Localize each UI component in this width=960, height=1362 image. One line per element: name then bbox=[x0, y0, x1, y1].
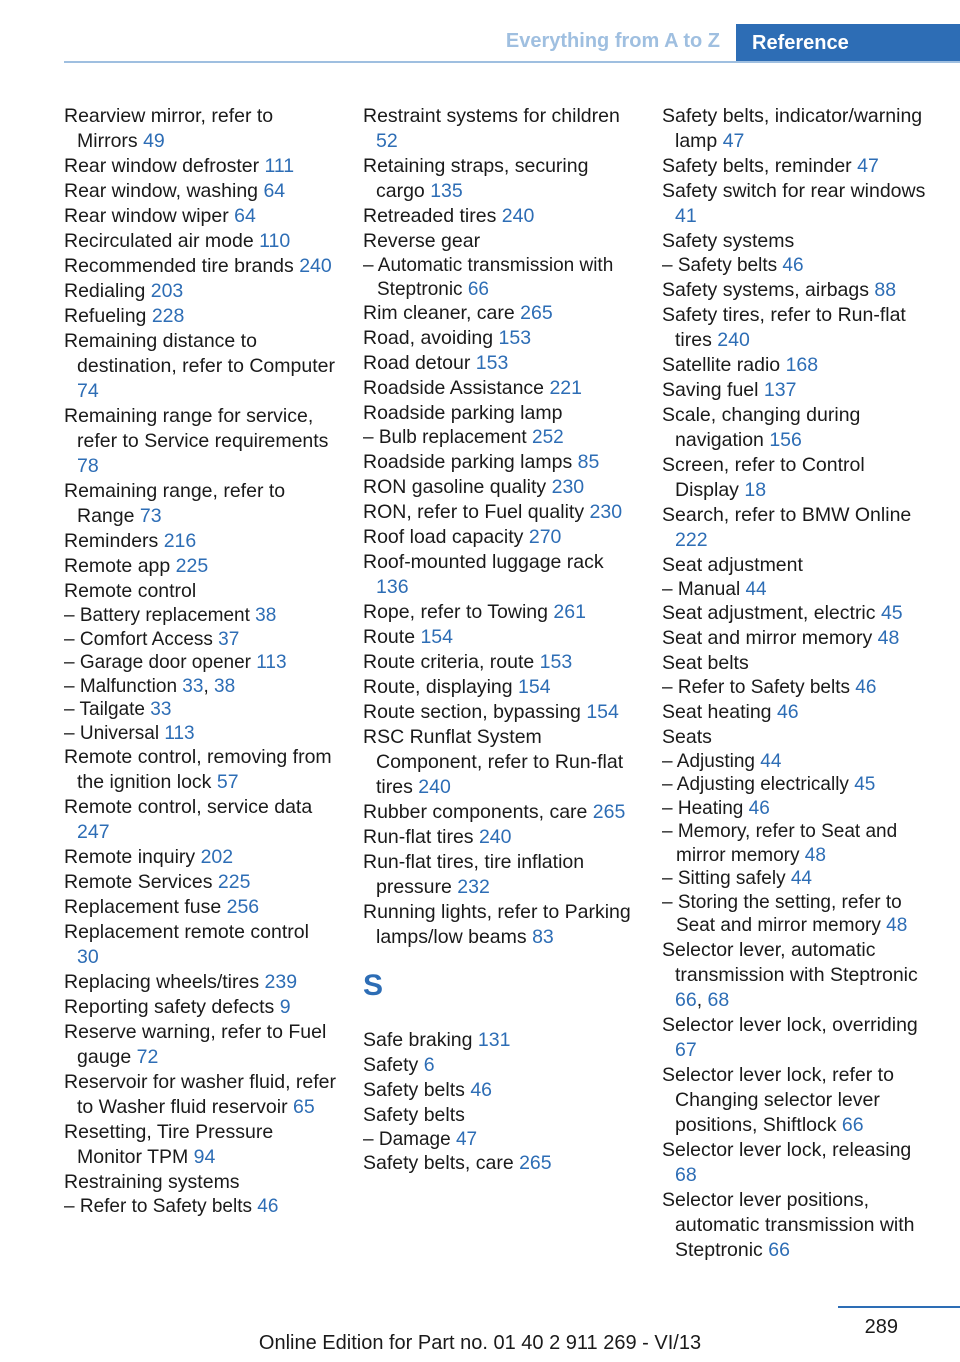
entry-term: Recommended tire brands bbox=[64, 255, 300, 277]
index-entry bbox=[662, 601, 932, 626]
entry-term: Remote Services bbox=[64, 871, 218, 893]
page-link[interactable]: 240 bbox=[418, 775, 451, 798]
page-link[interactable]: 153 bbox=[498, 327, 532, 349]
letter-heading: S bbox=[363, 968, 384, 1002]
index-entry bbox=[64, 254, 336, 279]
entry-term: – Adjusting electrically bbox=[662, 774, 855, 795]
index-subentry bbox=[662, 891, 932, 938]
page-link[interactable]: 94 bbox=[193, 1146, 216, 1168]
entry-term: Rearview mirror, refer to Mirrors bbox=[64, 105, 274, 152]
index-subentry bbox=[363, 426, 635, 450]
page-link[interactable]: 33 bbox=[150, 699, 172, 720]
entry-term: Safety bbox=[363, 1053, 424, 1076]
page-link[interactable]: 49 bbox=[143, 130, 165, 152]
entry-term: – Automatic transmission with Steptronic bbox=[363, 255, 614, 300]
page-link[interactable]: 239 bbox=[264, 971, 298, 993]
index-entry bbox=[64, 329, 336, 404]
page-link[interactable]: 68 bbox=[675, 1163, 697, 1186]
index-entry bbox=[363, 1103, 635, 1128]
entry-term: Safety belts, reminder bbox=[662, 155, 858, 177]
index-subentry bbox=[662, 676, 932, 700]
index-entry bbox=[363, 401, 635, 426]
entry-term: Safety belts bbox=[363, 1103, 465, 1126]
page-link[interactable]: 66 bbox=[841, 1113, 864, 1136]
page-link[interactable]: 265 bbox=[519, 1152, 552, 1174]
page-link[interactable]: 46 bbox=[855, 677, 877, 698]
index-entry bbox=[363, 500, 635, 525]
page-link[interactable]: 45 bbox=[854, 774, 876, 795]
index-entry bbox=[64, 179, 336, 204]
entry-term: – Heating bbox=[662, 797, 749, 819]
index-subentry bbox=[363, 254, 635, 301]
page-link[interactable]: 228 bbox=[151, 305, 185, 327]
index-entry bbox=[662, 1063, 932, 1138]
entry-term: RON gasoline quality bbox=[363, 475, 552, 498]
index-entry bbox=[662, 1188, 932, 1263]
entry-term: Reservoir for washer fluid, refer to Washer fluid reservoir bbox=[64, 1071, 337, 1118]
index-entry bbox=[363, 104, 635, 154]
page-link[interactable]: 72 bbox=[136, 1046, 159, 1068]
entry-term: Scale, changing during navigation bbox=[662, 403, 861, 451]
page-link[interactable]: 131 bbox=[477, 1028, 511, 1051]
index-entry bbox=[363, 1151, 635, 1176]
index-subentry bbox=[64, 651, 336, 675]
entry-term: Selector lever positions, automatic transmission with Steptronic bbox=[662, 1188, 915, 1261]
index-entry bbox=[662, 378, 932, 403]
index-entry bbox=[363, 700, 635, 725]
index-entry bbox=[64, 479, 336, 529]
index-entry bbox=[64, 229, 336, 254]
entry-term: Safety systems bbox=[662, 230, 795, 252]
index-entry bbox=[662, 626, 932, 651]
page-link[interactable]: 225 bbox=[217, 871, 251, 893]
entry-term: Restraint systems for children bbox=[363, 105, 620, 127]
entry-term: Run-flat tires, tire inflation pressure bbox=[363, 850, 585, 898]
index-entry bbox=[662, 353, 932, 378]
entry-term: – Universal bbox=[64, 722, 165, 744]
index-column-3 bbox=[662, 104, 932, 1263]
index-entry bbox=[363, 825, 635, 850]
entry-term: Roadside parking lamps bbox=[363, 450, 578, 473]
page-link[interactable]: 168 bbox=[785, 353, 819, 376]
entry-term: Rim cleaner, care bbox=[363, 302, 521, 324]
index-column-2 bbox=[363, 104, 635, 1176]
index-entry bbox=[662, 1013, 932, 1063]
section-label: Everything from A to Z bbox=[505, 30, 720, 52]
entry-term: Screen, refer to Control Display bbox=[662, 453, 865, 501]
index-entry bbox=[64, 1070, 336, 1120]
page-link[interactable]: 111 bbox=[264, 155, 295, 177]
page-link[interactable]: 6 bbox=[423, 1053, 435, 1076]
index-entry bbox=[662, 453, 932, 503]
entry-term: – Battery replacement bbox=[64, 605, 256, 626]
entry-term: Seats bbox=[662, 725, 712, 748]
page-link[interactable]: 265 bbox=[520, 302, 553, 324]
page-link[interactable]: 30 bbox=[77, 946, 99, 968]
index-entry bbox=[662, 154, 932, 179]
entry-term: Seat adjustment, electric bbox=[662, 602, 881, 624]
page-link[interactable]: 83 bbox=[532, 925, 554, 948]
entry-term: Seat adjustment bbox=[662, 553, 803, 576]
entry-term: Safety belts, indicator/warning lamp bbox=[662, 105, 923, 152]
page-link[interactable]: 47 bbox=[857, 155, 879, 177]
page-link[interactable]: 18 bbox=[744, 478, 767, 501]
page-link[interactable]: 256 bbox=[226, 896, 260, 918]
index-entry bbox=[363, 229, 635, 254]
index-subentry bbox=[662, 867, 932, 891]
page-link[interactable]: 9 bbox=[279, 996, 291, 1018]
page-link[interactable]: 33 bbox=[182, 675, 204, 697]
page-link[interactable]: 247 bbox=[77, 821, 110, 843]
index-entry bbox=[363, 600, 635, 625]
entry-term: – Bulb replacement bbox=[363, 427, 532, 448]
entry-term: Safety belts, care bbox=[363, 1152, 520, 1174]
entry-term: Replacement fuse bbox=[64, 896, 227, 918]
entry-term: Search, refer to BMW Online bbox=[662, 503, 912, 526]
page-link[interactable]: 153 bbox=[475, 352, 509, 374]
entry-term: Route bbox=[363, 625, 421, 648]
index-entry bbox=[662, 553, 932, 578]
index-entry bbox=[64, 279, 336, 304]
index-entry: Selector lever, automatic transmission with Steptronic 66, 68 bbox=[662, 938, 918, 1011]
page-link[interactable]: 47 bbox=[455, 1128, 478, 1150]
page-link[interactable]: 66 bbox=[768, 1238, 790, 1261]
index-entry bbox=[363, 301, 635, 326]
page-link[interactable]: 113 bbox=[164, 722, 195, 744]
entry-term: Run-flat tires bbox=[363, 825, 479, 848]
entry-term: Saving fuel bbox=[662, 378, 764, 401]
entry-term: Safety tires, refer to Run-flat tires bbox=[662, 303, 906, 351]
page-link[interactable]: 216 bbox=[163, 530, 197, 552]
page-link[interactable]: 203 bbox=[150, 280, 184, 302]
page-link[interactable]: 225 bbox=[175, 555, 209, 577]
page-link[interactable]: 64 bbox=[234, 205, 256, 227]
page-link[interactable]: 202 bbox=[200, 846, 234, 868]
entry-term: Route, displaying bbox=[363, 675, 519, 698]
entry-term: Selector lever lock, overriding bbox=[662, 1013, 918, 1036]
page-link[interactable]: 137 bbox=[763, 378, 797, 401]
index-entry bbox=[363, 800, 635, 825]
index-entry bbox=[363, 1028, 635, 1053]
index-entry bbox=[363, 450, 635, 475]
index-entry bbox=[662, 104, 932, 154]
index-entry bbox=[363, 326, 635, 351]
entry-term: Reporting safety defects bbox=[64, 996, 280, 1018]
index-entry bbox=[363, 351, 635, 376]
page-link[interactable]: 221 bbox=[549, 377, 582, 399]
index-entry bbox=[64, 554, 336, 579]
page-link[interactable]: 44 bbox=[745, 578, 767, 600]
index-entry bbox=[64, 204, 336, 229]
page-link[interactable]: 45 bbox=[880, 602, 903, 624]
index-entry bbox=[662, 278, 932, 303]
entry-term: Route criteria, route bbox=[363, 650, 540, 673]
page-link[interactable]: 154 bbox=[518, 675, 551, 698]
entry-term: Seat and mirror memory bbox=[662, 627, 878, 649]
index-entry bbox=[64, 1020, 336, 1070]
page-link[interactable]: 67 bbox=[675, 1038, 697, 1061]
entry-term: Roof-mounted luggage rack bbox=[363, 550, 604, 573]
index-entry bbox=[363, 675, 635, 700]
entry-term: Remaining range for service, refer to Service requirements bbox=[64, 405, 329, 452]
page-number: 289 bbox=[864, 1316, 898, 1338]
entry-term: – Memory, refer to Seat and mirror memory bbox=[662, 821, 898, 866]
index-entry bbox=[363, 376, 635, 401]
entry-term: – Sitting safely bbox=[662, 868, 791, 889]
entry-term: Roadside Assistance bbox=[363, 377, 550, 399]
index-entry bbox=[363, 475, 635, 500]
page-link[interactable]: 73 bbox=[139, 505, 162, 527]
page-link[interactable]: 110 bbox=[259, 230, 291, 252]
index-entry bbox=[363, 850, 635, 900]
index-subentry bbox=[64, 722, 336, 746]
entry-term: Refueling bbox=[64, 305, 152, 327]
index-subentry bbox=[662, 578, 932, 602]
entry-term: Resetting, Tire Pressure Monitor TPM bbox=[64, 1121, 274, 1168]
entry-term: Safety systems, airbags bbox=[662, 278, 875, 301]
index-subentry bbox=[662, 254, 932, 278]
chapter-tab: Reference bbox=[736, 24, 960, 62]
index-entry bbox=[64, 579, 336, 604]
index-entry bbox=[363, 650, 635, 675]
page-link[interactable]: 240 bbox=[478, 825, 512, 848]
index-subentry bbox=[662, 820, 932, 867]
index-entry bbox=[64, 1120, 336, 1170]
page-number-rule bbox=[838, 1306, 960, 1308]
index-entry bbox=[662, 229, 932, 254]
page-link[interactable]: 65 bbox=[293, 1096, 315, 1118]
index-entry bbox=[662, 503, 932, 553]
entry-term: Replacement remote control bbox=[64, 921, 309, 943]
entry-term: Retreaded tires bbox=[363, 205, 502, 227]
index-entry bbox=[64, 845, 336, 870]
entry-term: Satellite radio bbox=[662, 353, 786, 376]
page-link[interactable]: 222 bbox=[675, 528, 708, 551]
page-link[interactable]: 46 bbox=[782, 255, 804, 276]
page-link[interactable]: 270 bbox=[528, 525, 562, 548]
entry-term: Seat belts bbox=[662, 652, 749, 674]
entry-term: Rear window, washing bbox=[64, 180, 264, 202]
entry-term: Rear window defroster bbox=[64, 155, 265, 177]
entry-term: Remote app bbox=[64, 555, 176, 577]
entry-term: Reverse gear bbox=[363, 230, 481, 252]
index-entry bbox=[363, 1078, 635, 1103]
page-link[interactable]: 230 bbox=[589, 500, 623, 523]
page-link[interactable]: 47 bbox=[722, 130, 745, 152]
index-subentry bbox=[64, 604, 336, 628]
index-entry bbox=[64, 970, 336, 995]
index-entry bbox=[64, 870, 336, 895]
page-link[interactable]: 113 bbox=[256, 652, 287, 673]
index-entry bbox=[64, 745, 336, 795]
entry-term: Seat heating bbox=[662, 700, 777, 723]
entry-term: Safe braking bbox=[363, 1028, 478, 1051]
entry-term: Rear window wiper bbox=[64, 205, 235, 227]
index-entry bbox=[64, 920, 336, 970]
page-link[interactable]: 232 bbox=[457, 875, 490, 898]
entry-term: Safety switch for rear windows bbox=[662, 180, 926, 202]
index-entry bbox=[64, 104, 336, 154]
page-link[interactable]: 46 bbox=[257, 1196, 279, 1217]
entry-term: – Refer to Safety belts bbox=[64, 1196, 258, 1217]
page-link[interactable]: 240 bbox=[501, 205, 535, 227]
page-link[interactable]: 85 bbox=[577, 450, 600, 473]
page-link[interactable]: 46 bbox=[470, 1078, 493, 1101]
entry-term: Remote control bbox=[64, 580, 197, 602]
index-subentry bbox=[64, 628, 336, 652]
page-link[interactable]: 74 bbox=[77, 380, 99, 402]
page-link[interactable]: 37 bbox=[218, 628, 240, 650]
page-link[interactable]: 41 bbox=[675, 205, 697, 227]
page-link[interactable]: 66 bbox=[467, 278, 489, 300]
entry-term: – Adjusting bbox=[662, 750, 761, 772]
index-entry bbox=[662, 403, 932, 453]
page-link[interactable]: 154 bbox=[420, 625, 453, 648]
entry-term: – Tailgate bbox=[64, 699, 151, 720]
index-entry bbox=[64, 529, 336, 554]
index-subentry bbox=[662, 773, 932, 797]
entry-term: – Malfunction bbox=[64, 675, 183, 697]
index-entry bbox=[662, 1138, 932, 1188]
index-entry bbox=[363, 1053, 635, 1078]
page-link[interactable]: 153 bbox=[539, 650, 573, 673]
page-link[interactable]: 57 bbox=[216, 771, 239, 793]
page-link[interactable]: 78 bbox=[77, 455, 99, 477]
entry-term: Replacing wheels/tires bbox=[64, 971, 265, 993]
entry-term: – Garage door opener bbox=[64, 652, 257, 673]
index-entry bbox=[363, 900, 635, 950]
index-subentry bbox=[64, 1195, 336, 1219]
entry-term: – Manual bbox=[662, 578, 746, 600]
index-subentry bbox=[64, 698, 336, 722]
entry-term: Remote control, removing from the ignition lock bbox=[64, 746, 332, 793]
index-entry bbox=[363, 154, 635, 204]
page-link[interactable]: 44 bbox=[790, 868, 812, 889]
entry-term: Roadside parking lamp bbox=[363, 402, 563, 424]
edition-footer: Online Edition for Part no. 01 40 2 911 269 - VI/13 bbox=[258, 1332, 702, 1354]
index-entry bbox=[64, 1170, 336, 1195]
index-subentry bbox=[363, 1128, 635, 1152]
index-entry bbox=[662, 700, 932, 725]
page-link[interactable]: 44 bbox=[760, 750, 782, 772]
index-entry bbox=[363, 725, 635, 800]
entry-term: Selector lever lock, refer to Changing selector lever positions, Shiftlock bbox=[662, 1063, 894, 1136]
page-link[interactable]: 136 bbox=[376, 575, 409, 598]
index-entry bbox=[64, 895, 336, 920]
page-link[interactable]: 66 bbox=[675, 988, 697, 1011]
entry-term: Rope, refer to Towing bbox=[363, 600, 554, 623]
page-link[interactable]: 240 bbox=[717, 328, 750, 351]
index-entry bbox=[64, 995, 336, 1020]
page-link[interactable]: 38 bbox=[255, 605, 277, 626]
index-column-1 bbox=[64, 104, 336, 1219]
page-link[interactable]: 46 bbox=[748, 797, 770, 819]
page-link[interactable]: 64 bbox=[263, 180, 286, 202]
entry-term: Running lights, refer to Parking lamps/low beams bbox=[363, 900, 631, 948]
entry-term: Reserve warning, refer to Fuel gauge bbox=[64, 1021, 327, 1068]
page-link[interactable]: 240 bbox=[299, 255, 332, 277]
entry-term: RON, refer to Fuel quality bbox=[363, 500, 590, 523]
index-entry bbox=[64, 304, 336, 329]
index-entry bbox=[363, 550, 635, 600]
page-link[interactable]: 46 bbox=[776, 700, 799, 723]
index-subentry bbox=[662, 797, 932, 821]
page-link[interactable]: 252 bbox=[532, 427, 564, 448]
page-link[interactable]: 230 bbox=[551, 475, 585, 498]
index-entry bbox=[64, 404, 336, 479]
page-link[interactable]: 38 bbox=[214, 675, 236, 697]
entry-term: Selector lever, automatic transmission with Steptronic bbox=[662, 938, 918, 986]
page-link[interactable]: 154 bbox=[586, 700, 619, 723]
index-subentry: – Malfunction 33, 38 bbox=[64, 675, 236, 697]
page-header bbox=[0, 24, 960, 62]
entry-term: Remote control, service data bbox=[64, 796, 313, 818]
page-link[interactable]: 48 bbox=[804, 844, 826, 866]
entry-term: Redialing bbox=[64, 280, 151, 302]
page-link[interactable]: 52 bbox=[376, 130, 398, 152]
entry-term: – Comfort Access bbox=[64, 628, 219, 650]
header-rule bbox=[64, 61, 960, 63]
index-entry bbox=[662, 303, 932, 353]
entry-term: Restraining systems bbox=[64, 1171, 240, 1193]
page-link[interactable]: 261 bbox=[553, 600, 586, 623]
index-entry bbox=[662, 725, 932, 750]
page-link[interactable]: 135 bbox=[430, 180, 463, 202]
index-entry bbox=[64, 154, 336, 179]
index-entry bbox=[363, 204, 635, 229]
entry-term: Rubber components, care bbox=[363, 800, 593, 823]
entry-term: Remaining range, refer to Range bbox=[64, 480, 286, 527]
index-entry bbox=[363, 525, 635, 550]
index-entry bbox=[64, 795, 336, 845]
entry-term: Roof load capacity bbox=[363, 525, 529, 548]
entry-term: Safety belts bbox=[363, 1078, 471, 1101]
entry-term: Road, avoiding bbox=[363, 327, 499, 349]
entry-term: – Refer to Safety belts bbox=[662, 677, 856, 698]
page-link[interactable]: 68 bbox=[707, 988, 730, 1011]
entry-term: – Safety belts bbox=[662, 255, 783, 276]
page-link[interactable]: 156 bbox=[769, 428, 802, 451]
page-link[interactable]: 48 bbox=[886, 915, 908, 936]
entry-term: Retaining straps, securing cargo bbox=[363, 155, 589, 202]
entry-term: Reminders bbox=[64, 530, 164, 552]
entry-term: Route section, bypassing bbox=[363, 700, 587, 723]
page-link[interactable]: 48 bbox=[877, 627, 900, 649]
entry-term: Road detour bbox=[363, 352, 476, 374]
index-entry bbox=[363, 625, 635, 650]
index-entry bbox=[662, 651, 932, 676]
entry-term: Recirculated air mode bbox=[64, 230, 260, 252]
entry-term: Selector lever lock, releasing bbox=[662, 1138, 912, 1161]
page-link[interactable]: 88 bbox=[874, 278, 897, 301]
entry-term: RSC Runflat System Component, refer to Run-flat tires bbox=[363, 725, 624, 798]
entry-term: Remote inquiry bbox=[64, 846, 201, 868]
entry-term: Remaining distance to destination, refer to Computer bbox=[64, 330, 335, 377]
page-link[interactable]: 265 bbox=[592, 800, 626, 823]
entry-term: – Storing the setting, refer to Seat and mirror memory bbox=[662, 891, 902, 936]
index-subentry bbox=[662, 750, 932, 774]
entry-term: – Damage bbox=[363, 1128, 456, 1150]
index-entry bbox=[662, 179, 932, 229]
